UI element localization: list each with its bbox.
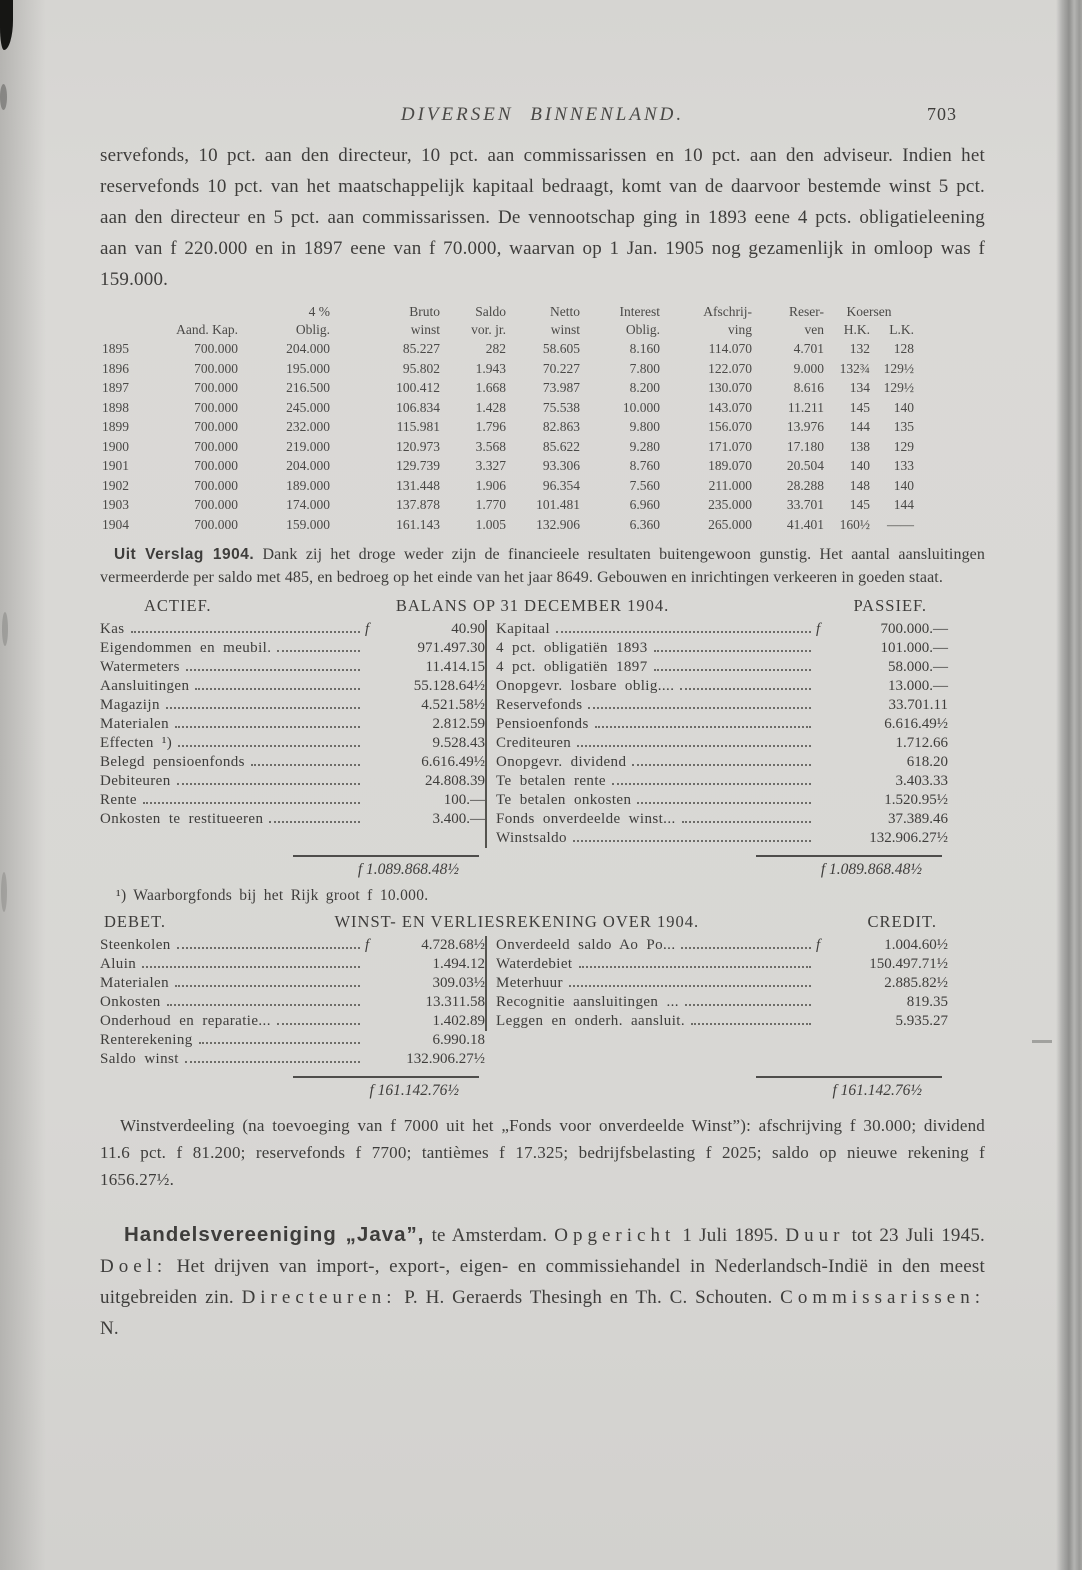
table-row: 1904 700.000 159.000 161.143 1.005 132.906 6.360 265.000 41.401 160½ —— [102, 516, 914, 532]
col-interest: Interest [619, 304, 660, 319]
account-line: Onkosten te restitueeren 3.400.— [100, 811, 485, 827]
account-line: 4 pct. obligatiën 1893 101.000.— [496, 640, 948, 656]
balance-passief-column [485, 620, 948, 879]
account-line: Aluin 1.494.12 [100, 956, 485, 972]
account-line: Onkosten 13.311.58 [100, 994, 485, 1010]
balance-sheet [100, 620, 985, 879]
col-koersen: Koersen [846, 304, 892, 319]
account-line: Steenkolen f 4.728.68½ [100, 937, 485, 953]
account-line: Kapitaal f 700.000.— [496, 621, 948, 637]
balance-footnote: ¹) Waarborgfonds bij het Rijk groot f 10.000. [116, 887, 429, 904]
account-line: 4 pct. obligatiën 1897 58.000.— [496, 659, 948, 675]
pnl-credit-column [485, 936, 948, 1100]
running-title: DIVERSEN BINNENLAND. [400, 104, 685, 125]
table-row: 1900 700.000 219.000 120.973 3.568 85.622 9.280 171.070 17.180 138 129 [102, 438, 914, 454]
account-line: Onopgevr. losbare oblig.... 13.000.— [496, 678, 948, 694]
account-line: Effecten ¹) 9.528.43 [100, 735, 485, 751]
account-line: Meterhuur 2.885.82½ [496, 975, 948, 991]
col-bruto: Bruto [409, 304, 440, 319]
account-line: Renterekening 6.990.18 [100, 1032, 485, 1048]
actief-label: ACTIEF. [144, 596, 212, 615]
account-line: Magazijn 4.521.58½ [100, 697, 485, 713]
actief-items [100, 620, 485, 829]
table-row: 1902 700.000 189.000 131.448 1.906 96.354 7.560 211.000 28.288 148 140 [102, 477, 914, 493]
col-afschrijving: Afschrij- [703, 304, 752, 319]
table-row: 1898 700.000 245.000 106.834 1.428 75.538 10.000 143.070 11.211 145 140 [102, 399, 914, 415]
table-row: 1899 700.000 232.000 115.981 1.796 82.863 9.800 156.070 13.976 144 135 [102, 419, 914, 434]
java-paragraph: Handelsvereeniging „Java”, te Amsterdam. Opgericht 1 Juli 1895. Duur tot 23 Juli 1945. Doel: Het drijven van import-, export-, eigen- en commissiehandel in Nederlandsch-Indië in den meest uitgebreiden zin. Directeuren: P. H. Geraerds Thesingh en Th. C. Schouten. Commissarissen: N. [100, 1223, 986, 1339]
account-line: Recognitie aansluitingen ... 819.35 [496, 994, 948, 1010]
pnl-heading [100, 912, 985, 932]
credit-items [485, 936, 948, 1031]
results-table-body [102, 339, 914, 534]
actief-total: f 1.089.868.48½ [100, 848, 485, 879]
results-table [102, 303, 914, 534]
running-head [100, 104, 985, 128]
col-hk: H.K. [843, 322, 870, 337]
pnl-sheet [100, 936, 985, 1100]
winstverdeeling-paragraph: Winstverdeeling (na toevoeging van f 7000 uit het „Fonds voor onverdeelde Winst”): afschrijving f 30.000; dividend 11.6 pct. f 81.200; reservefonds f 7700; tantièmes f 17.325; bedrijfsbelasting f 2025; saldo op nieuwe rekening f 1656.27½. [100, 1116, 985, 1189]
passief-label: PASSIEF. [853, 596, 927, 615]
account-line: Fonds onverdeelde winst... 37.389.46 [496, 811, 948, 827]
debet-items [100, 936, 485, 1069]
balance-title: BALANS OP 31 DECEMBER 1904. [395, 596, 670, 615]
balance-heading [100, 596, 985, 616]
balance-actief-column [100, 620, 485, 879]
account-line: Crediteuren 1.712.66 [496, 735, 948, 751]
debet-label: DEBET. [104, 912, 167, 931]
col-aand-kap: Aand. Kap. [176, 322, 238, 337]
account-line: Pensioenfonds 6.616.49½ [496, 716, 948, 732]
table-row: 1896 700.000 195.000 95.802 1.943 70.227 7.800 122.070 9.000 132¾ 129½ [102, 360, 914, 376]
account-line: Materialen 2.812.59 [100, 716, 485, 732]
page-number: 703 [927, 104, 957, 124]
account-line: Aansluitingen 55.128.64½ [100, 678, 485, 694]
account-line: Te betalen onkosten 1.520.95½ [496, 792, 948, 808]
pnl-debet-column [100, 936, 485, 1100]
account-line: Te betalen rente 3.403.33 [496, 773, 948, 789]
pnl-title: WINST- EN VERLIESREKENING OVER 1904. [334, 912, 700, 931]
table-row: 1895 700.000 204.000 85.227 282 58.605 8.160 114.070 4.701 132 128 [102, 341, 914, 356]
account-line: Rente 100.— [100, 792, 485, 808]
col-reserven: Reser- [789, 304, 824, 319]
intro-paragraph: servefonds, 10 pct. aan den directeur, 10 pct. aan commissarissen en 10 pct. aan den adviseur. Indien het reservefonds 10 pct. van het maatschappelijk kapitaal bedraagt, komt van de daarvoor bestemde winst 5 pct. aan den directeur en 5 pct. aan commissarissen. De vennootschap ging in 1893 eene 4 pcts. obligatieleening aan van f 220.000 en in 1897 eene van f 70.000, waarvan op 1 Jan. 1905 nog gezamenlijk in omloop was f 159.000. [100, 145, 985, 290]
verslag-paragraph [100, 543, 985, 589]
debet-total: f 161.142.76½ [100, 1069, 485, 1100]
account-line: Onopgevr. dividend 618.20 [496, 754, 948, 770]
account-line: Kas f 40.90 [100, 621, 485, 637]
account-line: Eigendommen en meubil. 971.497.30 [100, 640, 485, 656]
passief-items [485, 620, 948, 848]
col-saldo: Saldo [475, 304, 506, 319]
account-line: Onverdeeld saldo Ao Po... f 1.004.60½ [496, 937, 948, 953]
account-line: Waterdebiet 150.497.71½ [496, 956, 948, 972]
account-line: Materialen 309.03½ [100, 975, 485, 991]
col-lk: L.K. [889, 322, 914, 337]
results-table-header: 4 % Bruto Saldo Netto Interest Afschrij- Reser- Koersen Aand. Kap. Oblig. winst vor. jr. winst Oblig. ving ven H.K. L.K. [102, 303, 914, 339]
credit-label: CREDIT. [867, 912, 937, 931]
account-line: Reservefonds 33.701.11 [496, 697, 948, 713]
account-line: Leggen en onderh. aansluit. 5.935.27 [496, 1013, 948, 1029]
passief-total: f 1.089.868.48½ [485, 848, 948, 879]
col-netto: Netto [550, 304, 580, 319]
credit-total: f 161.142.76½ [485, 1069, 948, 1100]
account-line: Belegd pensioenfonds 6.616.49½ [100, 754, 485, 770]
col-oblig-pct: 4 % [308, 304, 330, 319]
table-row: 1901 700.000 204.000 129.739 3.327 93.306 8.760 189.070 20.504 140 133 [102, 458, 914, 473]
account-line: Winstsaldo 132.906.27½ [496, 830, 948, 846]
table-row: 1903 700.000 174.000 137.878 1.770 101.481 6.960 235.000 33.701 145 144 [102, 497, 914, 512]
table-row: 1897 700.000 216.500 100.412 1.668 73.987 8.200 130.070 8.616 134 129½ [102, 380, 914, 395]
account-line: Saldo winst 132.906.27½ [100, 1051, 485, 1067]
account-line: Onderhoud en reparatie... 1.402.89 [100, 1013, 485, 1029]
account-line: Watermeters 11.414.15 [100, 659, 485, 675]
verslag-lead: Uit Verslag 1904. [114, 546, 255, 563]
account-line: Debiteuren 24.808.39 [100, 773, 485, 789]
verslag-text: Dank zij het droge weder zijn de financieele resultaten buitengewoon gunstig. Het aantal aansluitingen vermeerderde per saldo met 485, en bedroeg op het einde van het jaar 8649. Gebouwen en inrichtingen verkeeren in goeden staat. [100, 546, 985, 586]
